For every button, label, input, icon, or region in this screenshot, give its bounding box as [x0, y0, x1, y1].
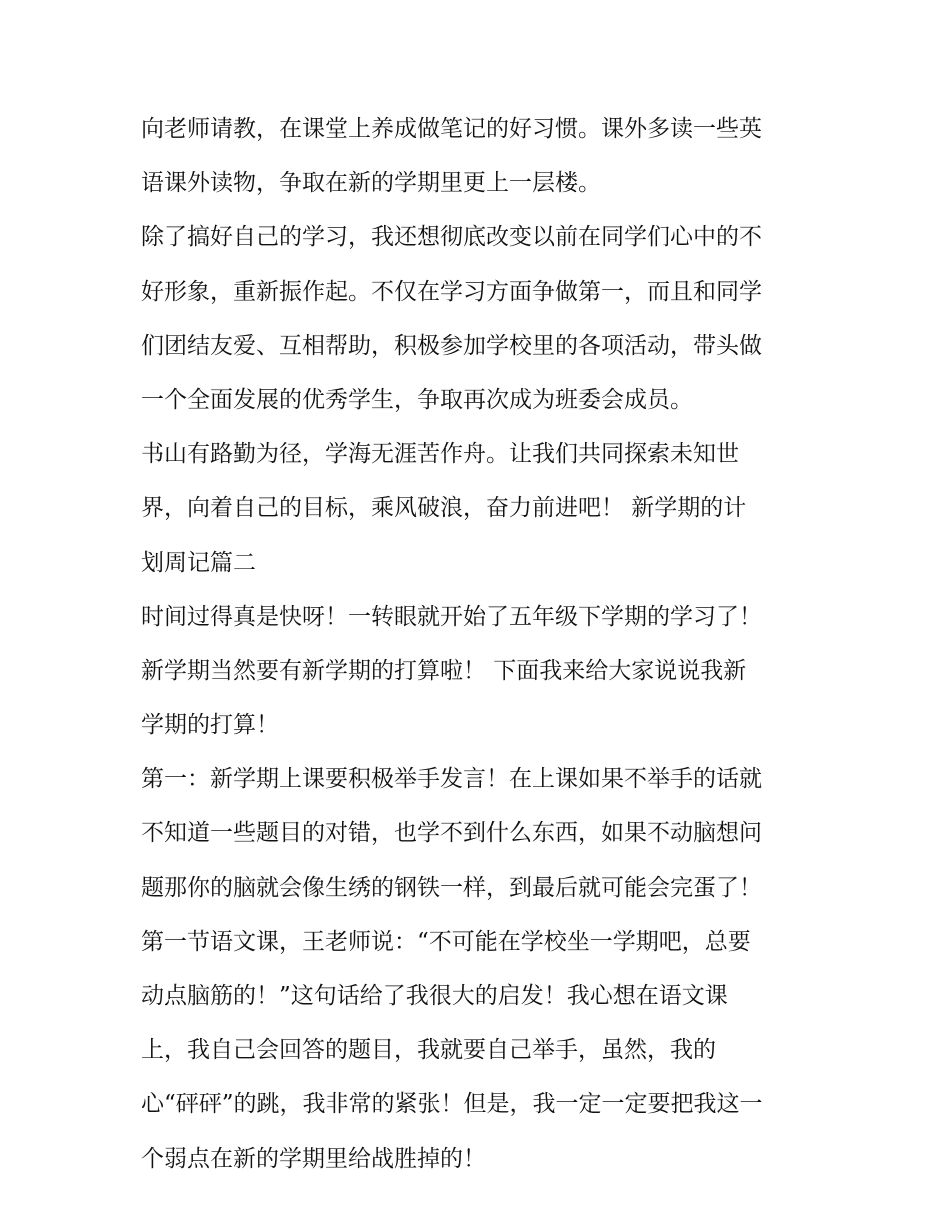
- text-line: 心“砰砰”的跳，我非常的紧张！但是，我一定一定要把我这一: [141, 1091, 763, 1118]
- text-line: 上，我自己会回答的题目，我就要自己举手，虽然，我的: [141, 1037, 716, 1064]
- text-line: 第一节语文课，王老师说：“不可能在学校坐一学期吧，总要: [141, 928, 751, 955]
- text-line: 好形象，重新振作起。不仅在学习方面争做第一，而且和同学: [141, 278, 762, 305]
- text-line: 第一：新学期上课要积极举手发言！在上课如果不举手的话就: [141, 766, 762, 793]
- document-body: [141, 108, 821, 1192]
- text-line: 新学期当然要有新学期的打算啦！ 下面我来给大家说说我新: [141, 657, 747, 684]
- text-line: 不知道一些题目的对错，也学不到什么东西，如果不动脑想问: [141, 820, 762, 847]
- text-line: 一个全面发展的优秀学生，争取再次成为班委会成员。: [141, 386, 693, 413]
- text-line: 向老师请教，在课堂上养成做笔记的好习惯。课外多读一些英: [141, 116, 762, 142]
- text-line: 除了搞好自己的学习，我还想彻底改变以前在同学们心中的不: [141, 224, 762, 251]
- text-line: 动点脑筋的！”这句话给了我很大的启发！我心想在语文课: [141, 983, 728, 1009]
- text-line: 语课外读物，争取在新的学期里更上一层楼。: [141, 170, 601, 197]
- text-line: 书山有路勤为径，学海无涯苦作舟。让我们共同探索未知世: [141, 441, 739, 468]
- text-line: 题那你的脑就会像生绣的钢铁一样，到最后就可能会完蛋了！: [141, 874, 762, 901]
- text-line: 们团结友爱、互相帮助，积极参加学校里的各项活动，带头做: [141, 332, 762, 359]
- text-line: 个弱点在新的学期里给战胜掉的！: [141, 1145, 486, 1172]
- text-line: 学期的打算！: [141, 712, 279, 739]
- text-line: 时间过得真是快呀！一转眼就开始了五年级下学期的学习了！: [141, 603, 762, 630]
- text-line: 划周记篇二: [141, 549, 256, 576]
- text-line: 界，向着自己的目标，乘风破浪，奋力前进吧！ 新学期的计: [141, 495, 747, 522]
